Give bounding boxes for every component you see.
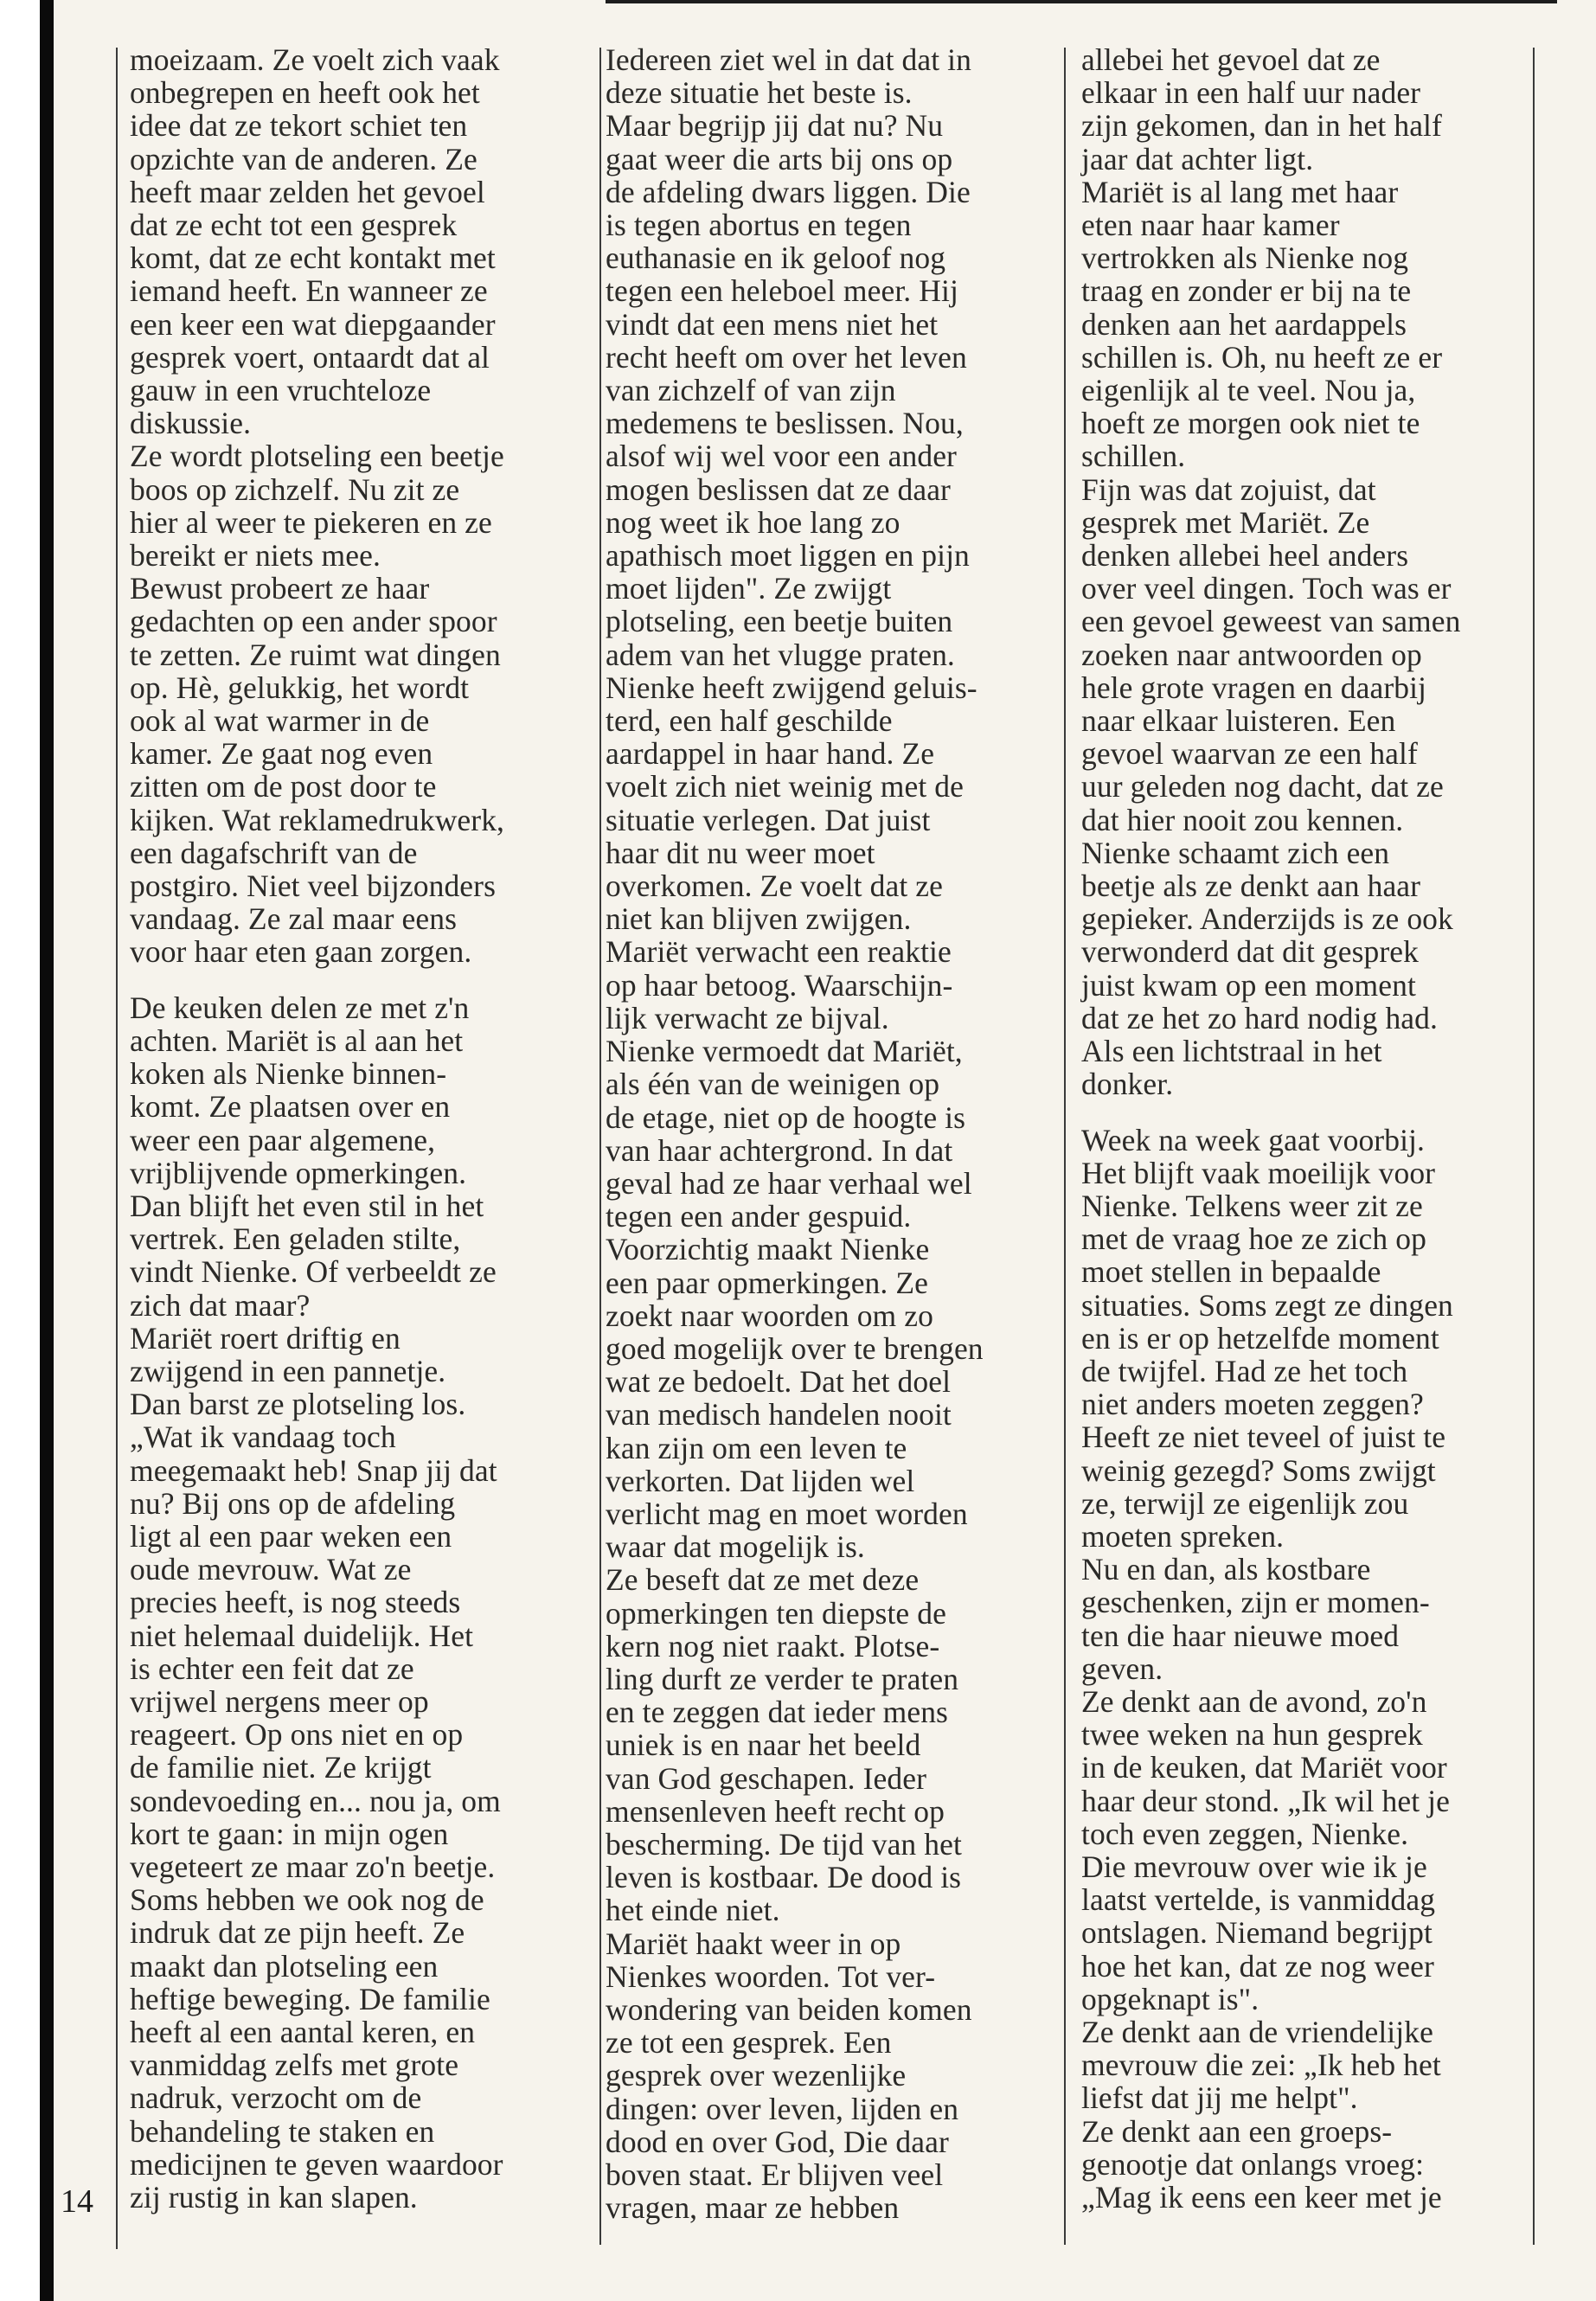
text-line: dat hier nooit zou kennen. (1081, 802, 1404, 837)
text-line: allebei het gevoel dat ze (1081, 42, 1381, 77)
text-line: gepieker. Anderzijds is ze ook (1081, 901, 1453, 937)
text-line: ook al wat warmer in de (130, 703, 430, 739)
text-line: verlicht mag en moet worden (606, 1496, 968, 1531)
text-line: moet stellen in bepaalde (1081, 1254, 1381, 1290)
text-line: vrijwel nergens meer op (130, 1683, 429, 1719)
text-line: is echter een feit dat ze (130, 1650, 414, 1686)
text-line: toch even zeggen, Nienke. (1081, 1816, 1409, 1851)
text-line: Het blijft vaak moeilijk voor (1081, 1155, 1436, 1190)
text-line: hoe het kan, dat ze nog weer (1081, 1948, 1434, 1984)
text-line: Bewust probeert ze haar (130, 571, 430, 606)
text-line: kern nog niet raakt. Plotse- (606, 1628, 940, 1663)
text-line: nu? Bij ons op de afdeling (130, 1485, 456, 1521)
text-line: ze, terwijl ze eigenlijk zou (1081, 1485, 1409, 1521)
text-line: reageert. Op ons niet en op (130, 1717, 464, 1753)
text-line: haar dit nu weer moet (606, 835, 875, 870)
text-line: de twijfel. Had ze het toch (1081, 1353, 1408, 1388)
text-line: een gevoel geweest van samen (1081, 604, 1461, 639)
text-line: Voorzichtig maakt Nienke (606, 1232, 930, 1267)
text-line: een keer een wat diepgaander (130, 306, 496, 342)
paragraph (130, 43, 580, 969)
text-line: Nienke schaamt zich een (1081, 835, 1390, 870)
text-line: idee dat ze tekort schiet ten (130, 108, 468, 144)
text-line: verwonderd dat dit gesprek (1081, 934, 1420, 970)
text-column-1 (130, 43, 580, 2214)
text-line: niet kan blijven zwijgen. (606, 901, 912, 937)
paragraph (1081, 1124, 1522, 2214)
text-line: komt. Ze plaatsen over en (130, 1089, 451, 1125)
text-line: ling durft ze verder te praten (606, 1661, 959, 1696)
text-line: zwijgend in een pannetje. (130, 1353, 446, 1388)
text-line: genootje dat onlangs vroeg: (1081, 2146, 1425, 2182)
text-line: van God geschapen. Ieder (606, 1760, 927, 1796)
text-line: weer een paar algemene, (130, 1122, 436, 1157)
text-line: maakt dan plotseling een (130, 1948, 439, 1984)
text-line: ze tot een gesprek. Een (606, 2025, 892, 2061)
text-line: zij rustig in kan slapen. (130, 2180, 418, 2214)
text-line: te zetten. Ze ruimt wat dingen (130, 637, 501, 672)
text-line: aardappel in haar hand. Ze (606, 736, 935, 772)
column-rule-1 (599, 48, 601, 2245)
text-line: postgiro. Niet veel bijzonders (130, 868, 496, 904)
text-line: Heeft ze niet teveel of juist te (1081, 1420, 1446, 1455)
text-line: heeft al een aantal keren, en (130, 2014, 476, 2049)
text-line: nog weet ik hoe lang zo (606, 504, 901, 540)
text-line: goed mogelijk over te brengen (606, 1330, 984, 1366)
text-line: een dagafschrift van de (130, 835, 418, 870)
text-line: behandeling te staken en (130, 2113, 435, 2149)
text-line: Dan barst ze plotseling los. (130, 1387, 466, 1422)
text-line: terd, een half geschilde (606, 703, 893, 739)
text-line: een paar opmerkingen. Ze (606, 1265, 929, 1300)
text-line: Ze denkt aan een groeps- (1081, 2113, 1393, 2149)
text-line: Nienkes woorden. Tot ver- (606, 1958, 936, 1994)
text-line: mevrouw die zei: „Ik heb het (1081, 2048, 1441, 2083)
text-line: wat ze bedoelt. Dat het doel (606, 1364, 952, 1400)
text-line: oude mevrouw. Wat ze (130, 1552, 412, 1587)
text-line: over veel dingen. Toch was er (1081, 571, 1452, 606)
text-line: heeft maar zelden het gevoel (130, 174, 485, 209)
text-line: kijken. Wat reklamedrukwerk, (130, 802, 505, 837)
text-line: waar dat mogelijk is. (606, 1529, 865, 1565)
column-rule-2 (1064, 48, 1066, 2245)
text-line: opmerkingen ten diepste de (606, 1595, 946, 1631)
text-line: jaar dat achter ligt. (1081, 141, 1314, 176)
text-line: vindt dat een mens niet het (606, 306, 939, 342)
text-line: juist kwam op een moment (1081, 967, 1416, 1003)
text-line: twee weken na hun gesprek (1081, 1717, 1423, 1753)
text-line: vrijblijvende opmerkingen. (130, 1155, 467, 1190)
text-line: achten. Mariët is al aan het (130, 1022, 464, 1058)
text-line: ligt al een paar weken een (130, 1518, 452, 1554)
text-line: als één van de weinigen op (606, 1067, 940, 1102)
text-line: de afdeling dwars liggen. Die (606, 174, 971, 209)
text-line: gaat weer die arts bij ons op (606, 141, 953, 176)
column-rule-left (116, 48, 118, 2249)
paragraph-gap (130, 969, 580, 991)
text-line: opzichte van de anderen. Ze (130, 141, 478, 176)
text-line: leven is kostbaar. De dood is (606, 1860, 962, 1895)
text-line: dingen: over leven, lijden en (606, 2091, 959, 2126)
text-line: vertrokken als Nienke nog (1081, 240, 1409, 276)
text-line: op haar betoog. Waarschijn- (606, 967, 953, 1003)
text-line: uniek is en naar het beeld (606, 1727, 921, 1763)
top-rule (606, 0, 1557, 3)
text-line: zitten om de post door te (130, 769, 437, 804)
text-line: Mariët haakt weer in op (606, 1926, 901, 1961)
text-column-2 (606, 43, 1055, 2224)
text-line: gesprek met Mariët. Ze (1081, 504, 1370, 540)
text-line: lijk verwacht ze bijval. (606, 1000, 889, 1035)
text-line: kort te gaan: in mijn ogen (130, 1816, 449, 1851)
text-line: iemand heeft. En wanneer ze (130, 273, 488, 309)
text-line: moet lijden". Ze zwijgt (606, 571, 892, 606)
text-line: tegen een heleboel meer. Hij (606, 273, 958, 309)
paragraph-gap (1081, 1101, 1522, 1124)
column-rule-right (1533, 48, 1535, 2245)
text-line: van zichzelf of van zijn (606, 373, 896, 408)
text-line: koken als Nienke binnen- (130, 1056, 447, 1092)
text-line: apathisch moet liggen en pijn (606, 538, 970, 574)
text-line: en te zeggen dat ieder mens (606, 1695, 948, 1730)
text-line: van haar achtergrond. In dat (606, 1132, 953, 1168)
text-line: Ze denkt aan de vriendelijke (1081, 2014, 1433, 2049)
text-line: in de keuken, dat Mariët voor (1081, 1750, 1447, 1785)
text-line: gevoel waarvan ze een half (1081, 736, 1418, 772)
text-line: Mariët is al lang met haar (1081, 174, 1399, 209)
text-line: Nienke vermoedt dat Mariët, (606, 1034, 963, 1069)
text-line: deze situatie het beste is. (606, 75, 913, 111)
text-line: de familie niet. Ze krijgt (130, 1750, 432, 1785)
text-line: medicijnen te geven waardoor (130, 2146, 503, 2182)
text-line: met de vraag hoe ze zich op (1081, 1221, 1426, 1257)
text-line: Iedereen ziet wel in dat dat in (606, 42, 971, 77)
text-line: Ze beseft dat ze met deze (606, 1562, 920, 1598)
text-line: denken allebei heel anders (1081, 538, 1409, 574)
text-line: van medisch handelen nooit (606, 1397, 952, 1433)
text-line: plotseling, een beetje buiten (606, 604, 953, 639)
text-line: nadruk, verzocht om de (130, 2080, 422, 2116)
text-line: ontslagen. Niemand begrijpt (1081, 1915, 1433, 1951)
text-line: vandaag. Ze zal maar eens (130, 901, 457, 937)
text-line: voor haar eten gaan zorgen. (130, 934, 472, 970)
text-line: Fijn was dat zojuist, dat (1081, 471, 1376, 507)
text-line: gedachten op een ander spoor (130, 604, 497, 639)
text-line: zoeken naar antwoorden op (1081, 637, 1422, 672)
text-line: wondering van beiden komen (606, 1991, 972, 2027)
text-line: tegen een ander gespuid. (606, 1199, 912, 1234)
text-line: vindt Nienke. Of verbeeldt ze (130, 1254, 497, 1290)
text-line: verkorten. Dat lijden wel (606, 1463, 915, 1498)
text-column-3 (1081, 43, 1522, 2214)
text-line: Als een lichtstraal in het (1081, 1034, 1382, 1069)
binding-edge (40, 0, 54, 2301)
text-line: alsof wij wel voor een ander (606, 439, 957, 474)
text-line: vertrek. Een geladen stilte, (130, 1221, 461, 1257)
text-line: gesprek voert, ontaardt dat al (130, 339, 490, 375)
text-line: zoekt naar woorden om zo (606, 1298, 933, 1333)
text-line: dood en over God, Die daar (606, 2124, 949, 2159)
text-line: boos op zichzelf. Nu zit ze (130, 471, 460, 507)
text-line: eten naar haar kamer (1081, 208, 1340, 243)
text-line: gauw in een vruchteloze (130, 373, 432, 408)
text-line: vanmiddag zelfs met grote (130, 2048, 459, 2083)
text-line: elkaar in een half uur nader (1081, 75, 1421, 111)
text-line: precies heeft, is nog steeds (130, 1585, 461, 1620)
text-line: Ze denkt aan de avond, zo'n (1081, 1683, 1427, 1719)
text-line: op. Hè, gelukkig, het wordt (130, 670, 470, 705)
text-line: onbegrepen en heeft ook het (130, 75, 480, 111)
text-line: meegemaakt heb! Snap jij dat (130, 1452, 497, 1488)
text-line: Dan blijft het even stil in het (130, 1188, 484, 1223)
text-line: medemens te beslissen. Nou, (606, 406, 964, 441)
text-line: overkomen. Ze voelt dat ze (606, 868, 943, 904)
text-line: Nu en dan, als kostbare (1081, 1552, 1371, 1587)
text-line: niet helemaal duidelijk. Het (130, 1618, 474, 1653)
paragraph (606, 43, 1055, 2224)
text-line: euthanasie en ik geloof nog (606, 240, 946, 276)
text-line: is tegen abortus en tegen (606, 208, 912, 243)
text-line: schillen is. Oh, nu heeft ze er (1081, 339, 1443, 375)
text-line: Week na week gaat voorbij. (1081, 1122, 1425, 1157)
text-line: naar elkaar luisteren. Een (1081, 703, 1396, 739)
text-line: situatie verlegen. Dat juist (606, 802, 931, 837)
text-line: mensenleven heeft recht op (606, 1793, 945, 1829)
text-line: traag en zonder er bij na te (1081, 273, 1412, 309)
text-line: sondevoeding en... nou ja, om (130, 1783, 501, 1818)
text-line: recht heeft om over het leven (606, 339, 967, 375)
text-line: het einde niet. (606, 1893, 780, 1928)
text-line: kamer. Ze gaat nog even (130, 736, 433, 772)
text-line: mogen beslissen dat ze daar (606, 471, 951, 507)
text-line: Maar begrijp jij dat nu? Nu (606, 108, 944, 144)
text-line: Mariët verwacht een reaktie (606, 934, 952, 970)
text-line: indruk dat ze pijn heeft. Ze (130, 1915, 465, 1951)
text-line: dat ze echt tot een gesprek (130, 208, 458, 243)
text-line: heftige beweging. De familie (130, 1981, 490, 2016)
text-line: liefst dat jij me helpt". (1081, 2080, 1358, 2116)
text-line: beetje als ze denkt aan haar (1081, 868, 1421, 904)
text-line: bescherming. De tijd van het (606, 1826, 962, 1862)
text-line: adem van het vlugge praten. (606, 637, 955, 672)
text-line: zijn gekomen, dan in het half (1081, 108, 1442, 144)
paragraph (1081, 43, 1522, 1101)
text-line: geven. (1081, 1650, 1163, 1686)
text-line: Mariët roert driftig en (130, 1320, 401, 1356)
text-line: hoeft ze morgen ook niet te (1081, 406, 1420, 441)
text-line: De keuken delen ze met z'n (130, 990, 470, 1025)
text-line: diskussie. (130, 406, 252, 441)
text-line: vragen, maar ze hebben (606, 2190, 900, 2226)
text-line: bereikt er niets mee. (130, 538, 381, 574)
text-line: zich dat maar? (130, 1287, 311, 1323)
text-line: Nienke. Telkens weer zit ze (1081, 1188, 1423, 1223)
text-line: uur geleden nog dacht, dat ze (1081, 769, 1444, 804)
text-line: Die mevrouw over wie ik je (1081, 1849, 1427, 1884)
text-line: hele grote vragen en daarbij (1081, 670, 1427, 705)
text-line: en is er op hetzelfde moment (1081, 1320, 1439, 1356)
text-line: Nienke heeft zwijgend geluis- (606, 670, 977, 705)
text-line: Ze wordt plotseling een beetje (130, 439, 504, 474)
page-number: 14 (61, 2183, 93, 2220)
text-line: weinig gezegd? Soms zwijgt (1081, 1452, 1436, 1488)
text-line: haar deur stond. „Ik wil het je (1081, 1783, 1450, 1818)
text-line: denken aan het aardappels (1081, 306, 1407, 342)
text-line: situaties. Soms zegt ze dingen (1081, 1287, 1453, 1323)
text-line: boven staat. Er blijven veel (606, 2157, 944, 2192)
text-line: „Wat ik vandaag toch (130, 1420, 396, 1455)
text-line: de etage, niet op de hoogte is (606, 1099, 966, 1135)
text-line: kan zijn om een leven te (606, 1430, 907, 1465)
text-line: schillen. (1081, 439, 1186, 474)
text-line: dat ze het zo hard nodig had. (1081, 1000, 1438, 1035)
text-line: gesprek over wezenlijke (606, 2058, 907, 2093)
text-line: opgeknapt is". (1081, 1981, 1259, 2016)
text-line: hier al weer te piekeren en ze (130, 504, 492, 540)
text-line: voelt zich niet weinig met de (606, 769, 964, 804)
text-line: geval had ze haar verhaal wel (606, 1165, 972, 1201)
text-line: geschenken, zijn er momen- (1081, 1585, 1430, 1620)
text-line: „Mag ik eens een keer met je (1081, 2180, 1442, 2214)
text-line: eigenlijk al te veel. Nou ja, (1081, 373, 1416, 408)
text-line: niet anders moeten zeggen? (1081, 1387, 1424, 1422)
paragraph (130, 991, 580, 2214)
text-line: Soms hebben we ook nog de (130, 1882, 484, 1918)
text-line: laatst vertelde, is vanmiddag (1081, 1882, 1436, 1918)
text-line: komt, dat ze echt kontakt met (130, 240, 496, 276)
text-line: moeten spreken. (1081, 1518, 1285, 1554)
text-line: vegeteert ze maar zo'n beetje. (130, 1849, 496, 1884)
text-line: ten die haar nieuwe moed (1081, 1618, 1400, 1653)
text-line: donker. (1081, 1067, 1174, 1102)
text-line: moeizaam. Ze voelt zich vaak (130, 42, 500, 77)
